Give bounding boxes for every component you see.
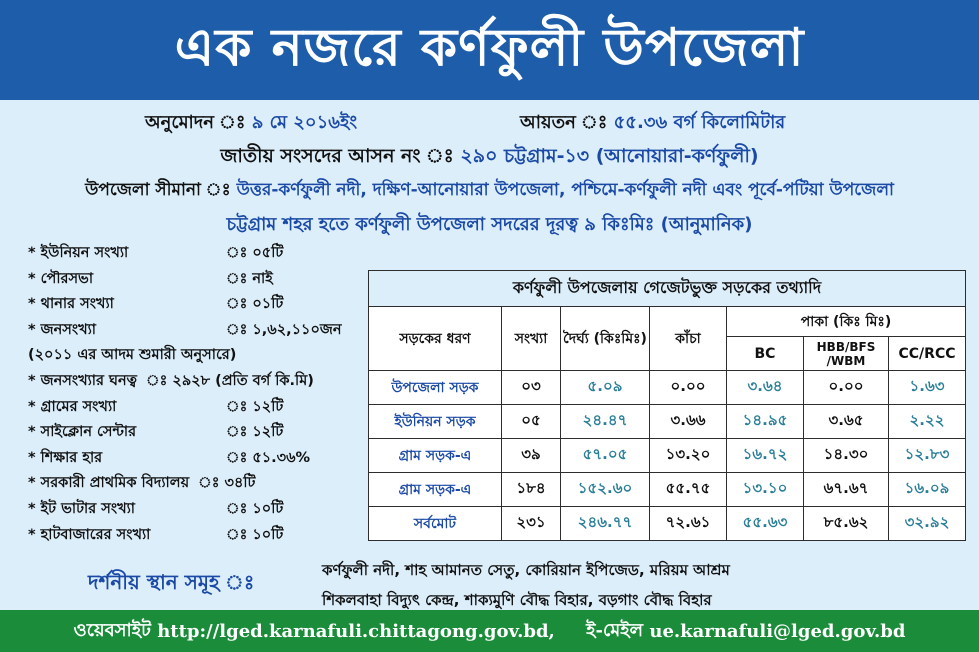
- col-header-count: সংখ্যা: [502, 307, 561, 371]
- cell-hbb: ০.০০: [804, 371, 889, 405]
- cell-type: গ্রাম সড়ক-এ: [369, 439, 502, 473]
- fact-value: ঃ ১০টি: [226, 500, 284, 517]
- facts-list: [28, 242, 358, 549]
- website-link[interactable]: http://lged.karnafuli.chittagong.gov.bd,: [157, 620, 555, 642]
- col-header-length: দৈর্ঘ্য (কিঃমিঃ): [561, 307, 650, 371]
- fact-item: [28, 447, 358, 473]
- parliament-seat-line: [0, 142, 979, 174]
- cell-cc: ৩২.৯২: [889, 507, 966, 541]
- fact-label: * সরকারী প্রাথমিক বিদ্যালয়: [28, 475, 190, 492]
- table-header-row: [369, 307, 966, 337]
- sights-list: [322, 555, 730, 615]
- area-label: আয়তন ঃ: [520, 112, 608, 133]
- fact-value: ঃ ৫১.৩৬%: [226, 449, 311, 466]
- cell-kacha: ৭২.৬১: [650, 507, 727, 541]
- area-value: ৫৫.৩৬ বর্গ কিলোমিটার: [613, 112, 786, 133]
- cell-length: ২৪.৪৭: [561, 405, 650, 439]
- cell-hbb: ৬৭.৬৭: [804, 473, 889, 507]
- table-row: [369, 405, 966, 439]
- fact-item: [28, 524, 358, 550]
- page-title: এক নজরে কর্ণফুলী উপজেলা: [174, 17, 805, 78]
- cell-bc: ১৩.১০: [727, 473, 804, 507]
- table-row: [369, 473, 966, 507]
- area-info: [520, 108, 785, 139]
- fact-item: [28, 293, 358, 319]
- table-total-row: [369, 507, 966, 541]
- boundary-line: [0, 177, 979, 205]
- fact-item: [28, 472, 358, 498]
- cell-bc: ৩.৬৪: [727, 371, 804, 405]
- fact-item: [28, 319, 358, 345]
- contact-footer: [0, 610, 979, 652]
- cell-hbb: ৮৫.৬২: [804, 507, 889, 541]
- fact-label: * পৌরসভা: [28, 270, 94, 287]
- seat-label: জাতীয় সংসদের আসন নং ঃ: [220, 145, 454, 167]
- fact-item: [28, 370, 358, 396]
- table-caption: কর্ণফুলী উপজেলায় গেজেটভুক্ত সড়কের তথ্যাদি: [369, 271, 966, 307]
- approval-info: [145, 108, 357, 139]
- cell-hbb: ১৪.৩০: [804, 439, 889, 473]
- fact-label: * সাইক্লোন সেন্টার: [28, 424, 137, 441]
- sights-line-1: কর্ণফুলী নদী, শাহ আমানত সেতু, কোরিয়ান ইপিজেড, মরিয়ম আশ্রম: [322, 561, 730, 579]
- cell-type: গ্রাম সড়ক-এ: [369, 473, 502, 507]
- fact-item: [28, 268, 358, 294]
- cell-type: উপজেলা সড়ক: [369, 371, 502, 405]
- cell-count: ১৮৪: [502, 473, 561, 507]
- cell-length: ৫.০৯: [561, 371, 650, 405]
- fact-value: ঃ ১,৬২,১১০জন: [226, 321, 342, 338]
- cell-kacha: ৫৫.৭৫: [650, 473, 727, 507]
- fact-item: [28, 396, 358, 422]
- fact-value: ঃ ০১টি: [226, 296, 284, 313]
- fact-value: ঃ ৩৪টি: [198, 475, 256, 492]
- fact-item: [28, 242, 358, 268]
- table-row: [369, 439, 966, 473]
- fact-item: [28, 498, 358, 524]
- col-header-cc: CC/RCC: [889, 337, 966, 371]
- fact-label: * শিক্ষার হার: [28, 449, 103, 466]
- boundary-value: উত্তর-কর্ণফুলী নদী, দক্ষিণ-আনোয়ারা উপজেলা, পশ্চিমে-কর্ণফুলী নদী এবং পূর্বে-পটিয়া উপজেলা: [236, 180, 894, 200]
- census-note: (২০১১ এর আদম শুমারী অনুসারে): [28, 347, 237, 364]
- website-label: ওয়েবসাইট: [73, 619, 151, 641]
- cell-length: ২৪৬.৭৭: [561, 507, 650, 541]
- fact-value: ঃ ১০টি: [226, 526, 284, 543]
- fact-value: ঃ নাই: [226, 270, 273, 287]
- cell-hbb: ৩.৬৫: [804, 405, 889, 439]
- fact-note: [28, 344, 358, 370]
- cell-length: ৫৭.০৫: [561, 439, 650, 473]
- page-title-banner: [0, 0, 979, 100]
- col-header-hbb: HBB/BFS /WBM: [804, 337, 889, 371]
- email-label: ই-মেইল: [586, 619, 644, 641]
- fact-label: * ইউনিয়ন সংখ্যা: [28, 245, 129, 261]
- fact-value: ঃ ০৫টি: [226, 245, 284, 261]
- cell-count: ৩৯: [502, 439, 561, 473]
- sights-label: দর্শনীয় স্থান সমূহ ঃ: [88, 570, 255, 594]
- fact-item: [28, 421, 358, 447]
- cell-bc: ১৪.৯৫: [727, 405, 804, 439]
- cell-kacha: ৩.৬৬: [650, 405, 727, 439]
- fact-label: * হাটবাজারের সংখ্যা: [28, 526, 151, 543]
- cell-cc: ২.২২: [889, 405, 966, 439]
- col-header-bc: BC: [727, 337, 804, 371]
- cell-bc: ৫৫.৬৩: [727, 507, 804, 541]
- info-panel: [0, 100, 979, 610]
- distance-line: চট্টগ্রাম শহর হতে কর্ণফুলী উপজেলা সদরের দূরত্ব ৯ কিঃমিঃ (আনুমানিক): [226, 214, 753, 235]
- cell-cc: ১৬.০৯: [889, 473, 966, 507]
- cell-count: ২৩১: [502, 507, 561, 541]
- cell-count: ০৫: [502, 405, 561, 439]
- fact-value: ঃ ১২টি: [226, 398, 284, 415]
- cell-cc: ১.৬৩: [889, 371, 966, 405]
- approval-value: ৯ মে ২০১৬ইং: [251, 112, 358, 133]
- cell-type: সর্বমোট: [369, 507, 502, 541]
- approval-label: অনুমোদন ঃ: [145, 112, 246, 133]
- fact-value: ঃ ২৯২৮ (প্রতি বর্গ কি.মি): [146, 372, 314, 389]
- cell-length: ১৫২.৬০: [561, 473, 650, 507]
- table-caption-row: [369, 271, 966, 307]
- roads-table: [368, 270, 966, 541]
- cell-cc: ১২.৮৩: [889, 439, 966, 473]
- cell-count: ০৩: [502, 371, 561, 405]
- seat-value: ২৯০ চট্টগ্রাম-১৩ (আনোয়ারা-কর্ণফুলী): [460, 145, 759, 167]
- table-row: [369, 371, 966, 405]
- cell-kacha: ১৩.২০: [650, 439, 727, 473]
- col-header-type: সড়কের ধরণ: [369, 307, 502, 371]
- fact-label: * জনসংখ্যা: [28, 321, 97, 338]
- fact-label: * থানার সংখ্যা: [28, 296, 114, 313]
- email-link[interactable]: ue.karnafuli@lged.gov.bd: [649, 620, 906, 642]
- fact-label: * গ্রামের সংখ্যা: [28, 398, 117, 415]
- col-header-paka: পাকা (কিঃ মিঃ): [727, 307, 966, 337]
- fact-label: * ইট ভাটার সংখ্যা: [28, 500, 136, 517]
- fact-label: * জনসংখ্যার ঘনত্ব: [28, 372, 137, 389]
- boundary-label: উপজেলা সীমানা ঃ: [85, 180, 231, 200]
- col-header-kacha: কাঁচা: [650, 307, 727, 371]
- cell-kacha: ০.০০: [650, 371, 727, 405]
- fact-value: ঃ ১২টি: [226, 424, 284, 441]
- cell-bc: ১৬.৭২: [727, 439, 804, 473]
- cell-type: ইউনিয়ন সড়ক: [369, 405, 502, 439]
- sights-line-2: শিকলবাহা বিদ্যুৎ কেন্দ্র, শাক্যমুণি বৌদ্ধ বিহার, বড়গাং বৌদ্ধ বিহার: [322, 591, 712, 609]
